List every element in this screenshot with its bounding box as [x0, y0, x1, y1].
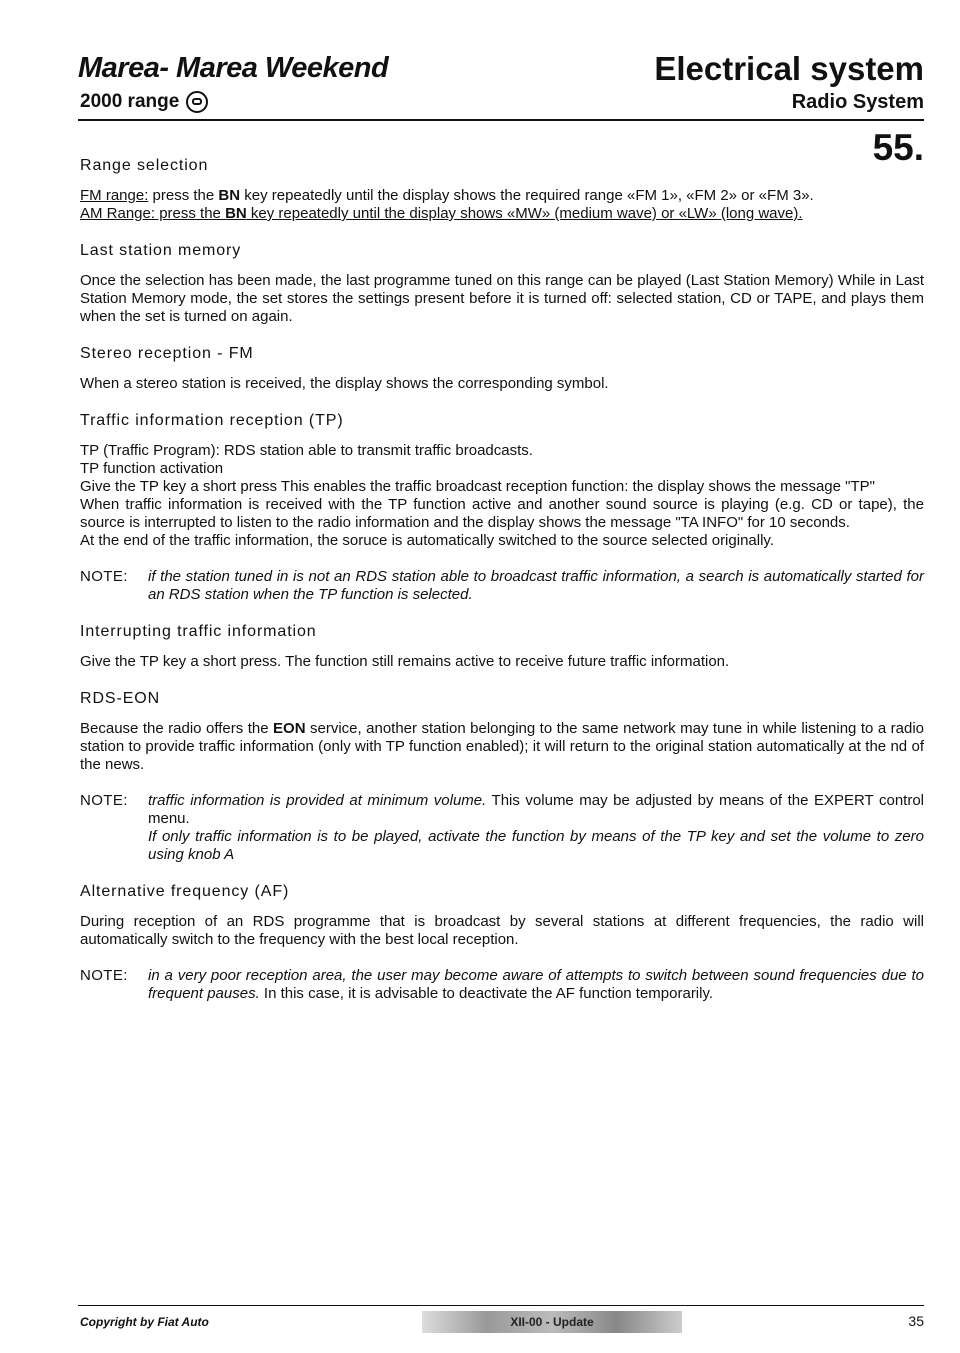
text-run: BN — [218, 187, 241, 204]
text-run: When a stereo station is received, the display shows the corresponding symbol. — [80, 375, 609, 392]
paragraph — [80, 913, 924, 949]
spacer — [80, 671, 924, 689]
paragraph — [80, 187, 924, 205]
text-run: Give the TP key a short press This enables the traffic broadcast reception function: the display shows the message "TP" — [80, 478, 875, 495]
section-heading: Range selection — [80, 157, 209, 174]
paragraph — [80, 532, 924, 550]
note-text — [148, 568, 924, 604]
text-run: EON — [273, 720, 306, 737]
paragraph — [80, 496, 924, 532]
text-run: BN — [225, 205, 247, 222]
page-title: Marea- Marea Weekend — [78, 52, 389, 84]
text-run: service, another station belonging to the same network may tune in while listening to a radio station to provide traffic information (only with TP function enabled); it will return to the original station automatically at the nd of the news. — [80, 720, 924, 773]
text-run: TP (Traffic Program): RDS station able to transmit traffic broadcasts. — [80, 442, 533, 459]
page-content — [80, 156, 924, 1003]
text-run: in a very poor reception area, the user may become aware of attempts to switch between sound frequencies due to frequent pauses. — [148, 967, 924, 1002]
paragraph — [80, 720, 924, 774]
text-run: key repeatedly until the display shows the required range «FM 1», «FM 2» or «FM 3». — [240, 187, 814, 204]
spacer — [80, 223, 924, 241]
text-run: TP function activation — [80, 460, 224, 477]
text-run: At the end of the traffic information, the soruce is automatically switched to the source selected originally. — [80, 532, 774, 549]
section-heading: Traffic information reception (TP) — [80, 412, 344, 429]
note-label: NOTE: — [80, 568, 128, 585]
note-label: NOTE: — [80, 792, 128, 809]
section-heading: RDS-EON — [80, 690, 161, 707]
text-run: This volume may be adjusted by means of the EXPERT control menu. — [148, 792, 924, 827]
section-heading: Interrupting traffic information — [80, 623, 317, 640]
section-heading: Stereo reception - FM — [80, 345, 254, 362]
text-run: Once the selection has been made, the last programme tuned on this range can be played (Last Station Memory) While in Last Station Memory mode, the set stores the settings present before it is turned off: selected station, CD or TAPE, and plays them when the set is turned on again. — [80, 272, 924, 325]
note-text — [148, 792, 924, 864]
page-code: 55. — [872, 127, 924, 168]
paragraph — [80, 375, 924, 393]
header-divider — [78, 119, 924, 121]
section-heading: Last station memory — [80, 242, 242, 259]
text-run: press the — [148, 187, 219, 204]
spacer — [80, 550, 924, 568]
section-title: Electrical system — [654, 50, 924, 87]
text-run: if the station tuned in is not an RDS station able to broadcast traffic information, a search is automatically started for an RDS station when the TP function is selected. — [148, 568, 924, 603]
text-run: When traffic information is received with the TP function active and another sound source is playing (e.g. CD or tape), the source is interrupted to listen to the radio information and the display shows the message "TA INFO" for 10 seconds. — [80, 496, 924, 531]
update-stamp: XII-00 - Update — [422, 1311, 682, 1333]
text-run: If only traffic information is to be played, activate the function by means of the TP key and set the volume to zero using knob A — [148, 828, 924, 863]
page-number: 35 — [908, 1313, 924, 1329]
note-label: NOTE: — [80, 967, 128, 984]
note-block — [80, 967, 924, 1003]
paragraph — [80, 478, 924, 496]
paragraph — [80, 460, 924, 478]
spacer — [80, 326, 924, 344]
footer-divider — [78, 1305, 924, 1306]
note-text — [148, 967, 924, 1003]
text-run: Because the radio offers the — [80, 720, 274, 737]
spacer — [80, 604, 924, 622]
paragraph — [80, 653, 924, 671]
spacer — [80, 774, 924, 792]
spacer — [80, 949, 924, 967]
model-range — [80, 90, 208, 114]
text-run: FM range: — [80, 187, 149, 204]
note-block — [80, 792, 924, 864]
paragraph — [80, 442, 924, 460]
text-run: key repeatedly until the display shows «MW» (medium wave) or «LW» (long wave). — [246, 205, 803, 222]
radio-icon — [186, 91, 208, 113]
paragraph — [80, 205, 924, 223]
text-run: traffic information is provided at minimum volume. — [148, 792, 487, 809]
model-range-label: 2000 range — [80, 91, 180, 112]
text-run: In this case, it is advisable to deactivate the AF function temporarily. — [259, 985, 714, 1002]
subsection-title: Radio System — [791, 91, 924, 113]
note-block — [80, 568, 924, 604]
text-run: During reception of an RDS programme that is broadcast by several stations at different frequencies, the radio will automatically switch to the frequency with the best local reception. — [80, 913, 924, 948]
copyright-notice: Copyright by Fiat Auto — [80, 1315, 209, 1329]
spacer — [80, 864, 924, 882]
text-run: Give the TP key a short press. The function still remains active to receive future traffic information. — [80, 653, 730, 670]
text-run: AM Range: press the — [80, 205, 226, 222]
paragraph — [80, 272, 924, 326]
spacer — [80, 393, 924, 411]
section-heading: Alternative frequency (AF) — [80, 883, 290, 900]
